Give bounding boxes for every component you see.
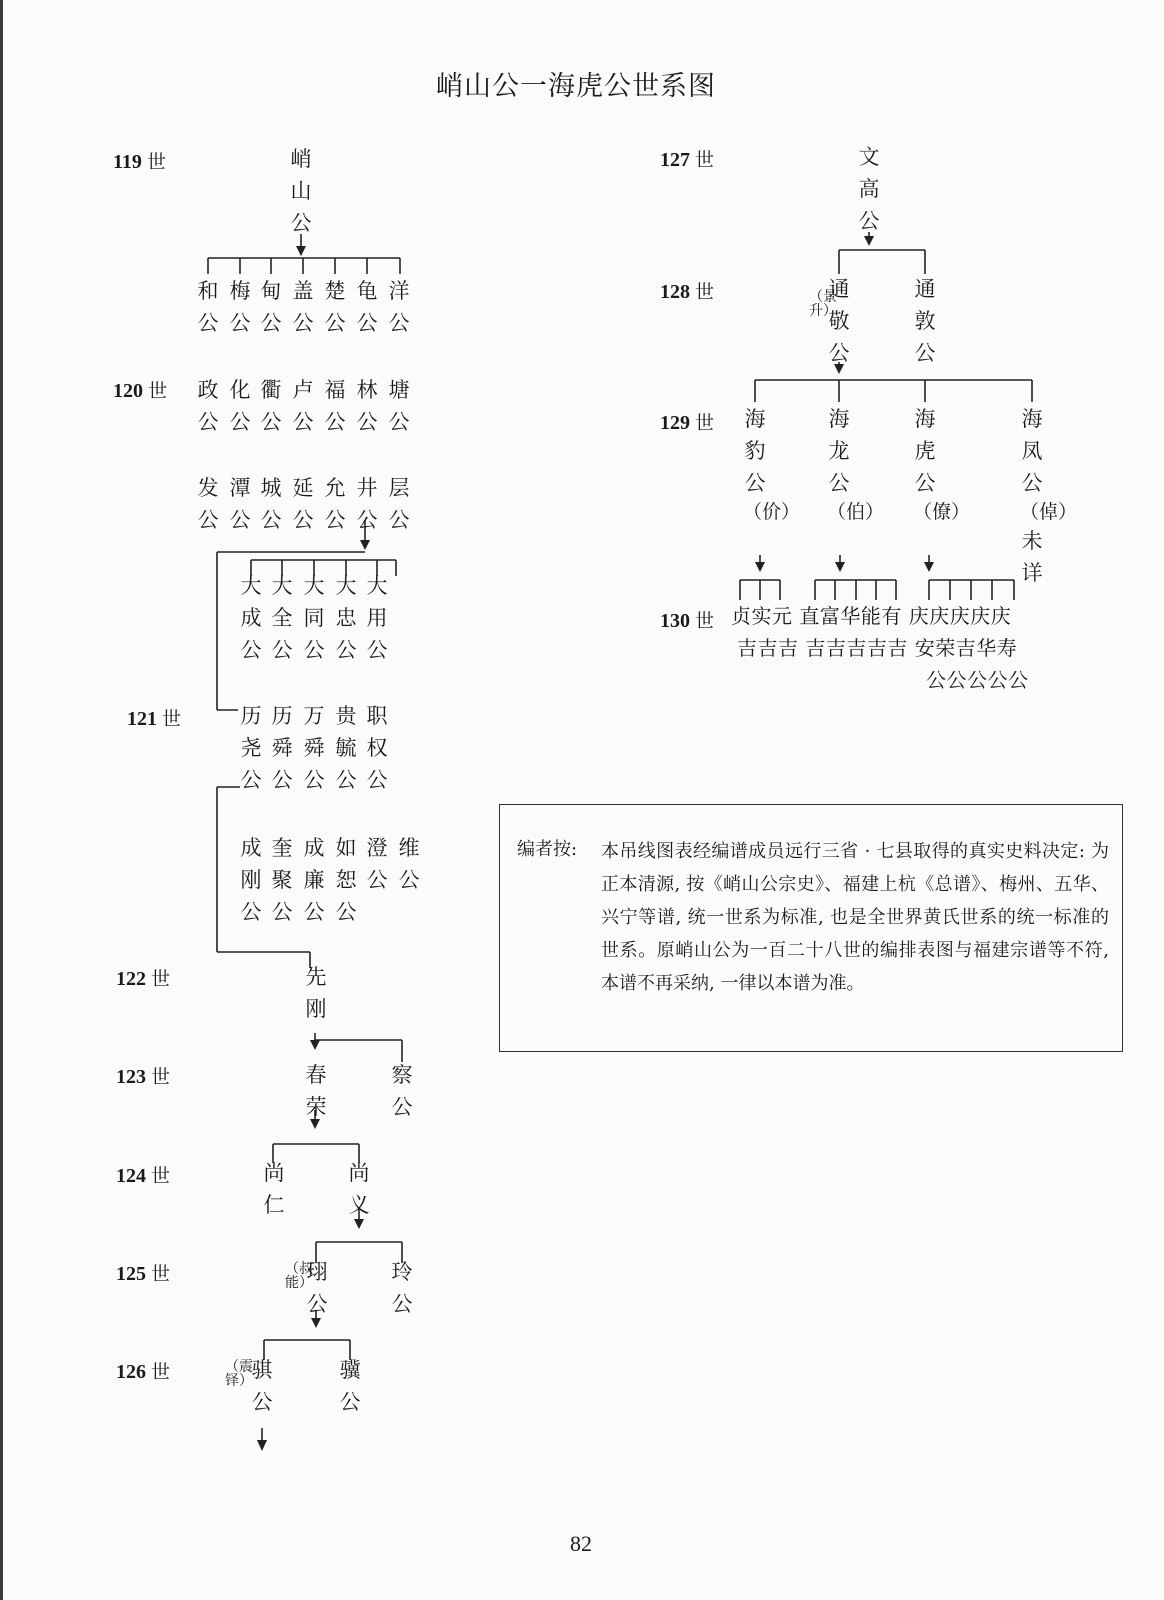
note-zhenduo: （震铎） (225, 1359, 253, 1389)
person-cha: 察公 (391, 1063, 413, 1119)
person-yun: 允公 (324, 476, 346, 532)
person-zhiquan: 职权公 (366, 704, 388, 792)
person-rushu: 如恕公 (335, 836, 357, 924)
person-hua: 化公 (229, 378, 251, 434)
person-tan: 潭公 (229, 476, 251, 532)
person-wengao: 文高公 (858, 145, 880, 233)
person-shangyi: 尚义 (348, 1161, 370, 1217)
person-ji: 骥公 (339, 1358, 361, 1414)
root-qiaoshan: 峭山公 (290, 147, 312, 235)
person-tongjing: 通敬公 (828, 277, 850, 365)
person-tang: 塘公 (388, 378, 410, 434)
person-dayong: 大用公 (366, 574, 388, 662)
person-gui: 龟公 (356, 279, 378, 335)
person-dazhong: 大忠公 (335, 574, 357, 662)
person-cheng-water: 澄公 (366, 836, 388, 892)
person-haihu: 海虎公 （僚） (913, 407, 971, 523)
person-ling: 玲公 (391, 1260, 413, 1316)
person-wanshun: 万舜公 (303, 704, 325, 792)
person-qu: 衢公 (260, 378, 282, 434)
person-yang: 洋公 (388, 279, 410, 335)
g130-line2: 吉吉吉 吉吉吉吉吉 安荣吉华寿 (737, 636, 1018, 660)
person-haibao: 海豹公 （价） (743, 407, 801, 523)
person-fa: 发公 (197, 476, 219, 532)
person-mei: 梅公 (229, 279, 251, 335)
person-xu: 珝公 (306, 1260, 328, 1316)
gen-123: 123 世 (116, 1066, 171, 1088)
person-liyao: 历尧公 (240, 704, 262, 792)
gen-128: 128 世 (660, 281, 715, 303)
person-qi: 骐公 (251, 1358, 273, 1414)
person-kuiju: 奎聚公 (271, 836, 293, 924)
person-datong: 大同公 (303, 574, 325, 662)
gen-125: 125 世 (116, 1263, 171, 1285)
person-xiangang: 先刚 (305, 965, 327, 1021)
person-lu: 卢公 (292, 378, 314, 434)
person-lishun: 历舜公 (271, 704, 293, 792)
person-chunrong: 春荣 (305, 1063, 327, 1119)
person-tongdun: 通敦公 (914, 277, 936, 365)
note-shuneng: （叔能） (285, 1261, 313, 1291)
gen-127: 127 世 (660, 149, 715, 171)
person-fu: 福公 (324, 378, 346, 434)
person-shangren: 尚仁 (263, 1161, 285, 1217)
person-chenglian: 成廉公 (303, 836, 325, 924)
gen-126: 126 世 (116, 1361, 171, 1383)
gen-122: 122 世 (116, 968, 171, 990)
person-chenggang: 成刚公 (240, 836, 262, 924)
editor-note-label: 编者按: (517, 839, 578, 860)
person-dian: 甸公 (260, 279, 282, 335)
gen-130: 130 世 (660, 610, 715, 632)
person-haifeng: 海凤公 （倬） 未详 (1020, 407, 1078, 585)
note-jingsheng: （景升） (809, 289, 837, 319)
person-hailong: 海龙公 （伯） (827, 407, 885, 523)
person-zheng: 政公 (197, 378, 219, 434)
editor-note-body: 本吊线图表经编谱成员远行三省 · 七县取得的真实史料决定: 为正本清源, 按《峭山公宗史》、福建上杭《总谱》、梅州、五华、兴宁等谱, 统一世系为标准, 也是全世界黄氏世系的统一标准的世系。原峭山公为一百二十八世的编排表图与福建宗谱等不符, 本谱不再采纳, 一律以本谱为准。 (601, 841, 1109, 994)
person-ceng: 层公 (388, 476, 410, 532)
person-lin: 林公 (356, 378, 378, 434)
person-cheng: 城公 (260, 476, 282, 532)
person-daquan: 大全公 (271, 574, 293, 662)
g130-line3: 公公公公公 (926, 668, 1029, 692)
person-gai: 盖公 (292, 279, 314, 335)
gen-124: 124 世 (116, 1165, 171, 1187)
person-guiyu: 贵毓公 (335, 704, 357, 792)
person-chu: 楚公 (324, 279, 346, 335)
gen-120: 120 世 (113, 380, 168, 402)
g130-line1: 贞实元 直富华能有 庆庆庆庆庆 (731, 604, 1012, 628)
person-wei: 维公 (398, 836, 420, 892)
gen-129: 129 世 (660, 412, 715, 434)
gen-121: 121 世 (127, 708, 182, 730)
person-dacheng: 大成公 (240, 574, 262, 662)
gen-119: 119 世 (113, 151, 166, 173)
page-number: 82 (570, 1531, 592, 1556)
editor-note-box (499, 804, 1123, 1052)
person-yan: 延公 (292, 476, 314, 532)
person-he: 和公 (197, 279, 219, 335)
page-title: 峭山公一海虎公世系图 (436, 71, 716, 102)
person-jing: 井公 (356, 476, 378, 532)
